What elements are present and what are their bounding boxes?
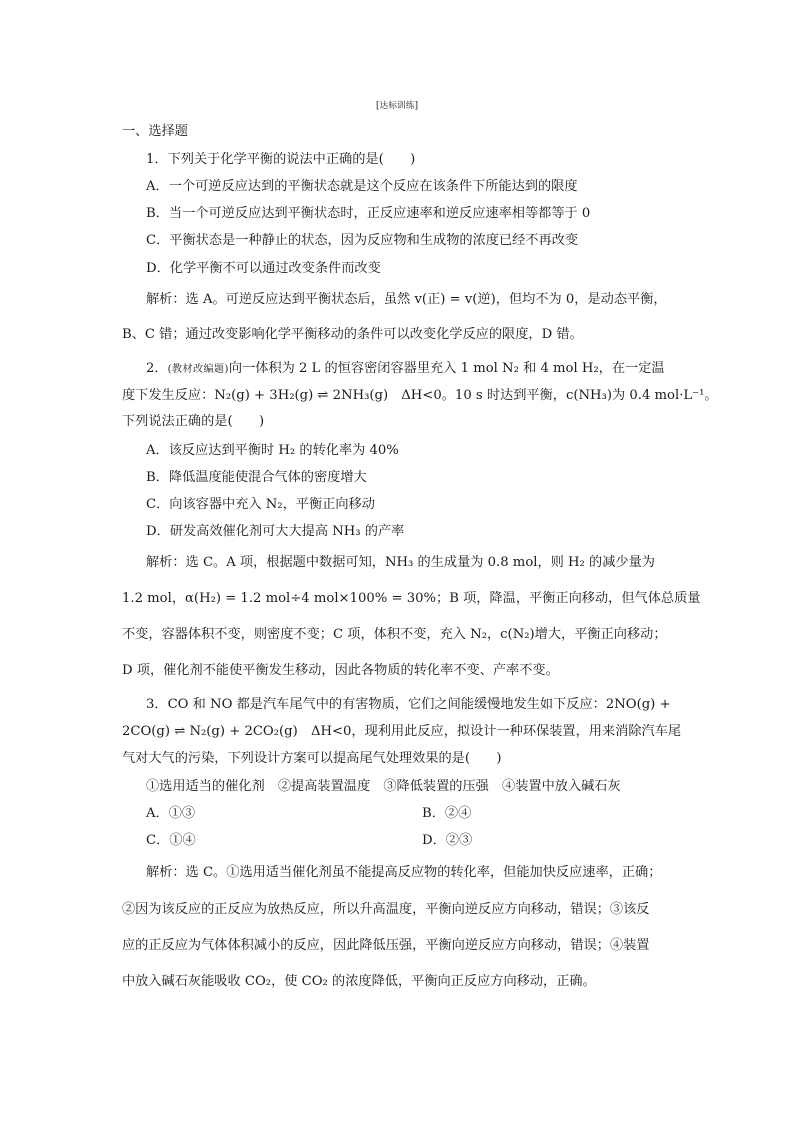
q3-explanation-line1: 解析：选 C。①选用适当催化剂虽不能提高反应物的转化率，但能加快反应速率，正确；	[146, 865, 662, 880]
q1-option-b: B．当一个可逆反应达到平衡状态时，正反应速率和逆反应速率相等都等于 0	[146, 206, 591, 221]
q1-option-a: A．一个可逆反应达到的平衡状态就是这个反应在该条件下所能达到的限度	[146, 179, 578, 194]
q3-stem-line2: 2CO(g) ⇌ N₂(g) + 2CO₂(g) ΔH<0，现利用此反应，拟设计一种环保装置，用来消除汽车尾	[122, 724, 682, 739]
q3-option-a: A．①③	[146, 806, 196, 821]
q3-choices: ①选用适当的催化剂 ②提高装置温度 ③降低装置的压强 ④装置中放入碱石灰	[146, 779, 621, 794]
q2-stem-line3: 下列说法正确的是( )	[122, 414, 265, 429]
q2-number: 2．	[146, 361, 168, 376]
q2-option-a: A．该反应达到平衡时 H₂ 的转化率为 40%	[146, 443, 399, 458]
q3-explanation-line4: 中放入碱石灰能吸收 CO₂，使 CO₂ 的浓度降低，平衡向正反应方向移动，正确。	[122, 974, 596, 989]
q1-explanation-line2: B、C 错；通过改变影响化学平衡移动的条件可以改变化学反应的限度，D 错。	[122, 327, 583, 342]
q3-stem-line1: 3．CO 和 NO 都是汽车尾气中的有害物质，它们之间能缓慢地发生如下反应：2NO(g) +	[146, 697, 671, 712]
q1-option-c: C．平衡状态是一种静止的状态，因为反应物和生成物的浓度已经不再改变	[146, 233, 579, 248]
q1-option-d: D．化学平衡不可以通过改变条件而改变	[146, 261, 381, 276]
q2-stem-line2: 度下发生反应：N₂(g) + 3H₂(g) ⇌ 2NH₃(g) ΔH<0。10 s 时达到平衡，c(NH₃)为 0.4 mol·L⁻¹。	[122, 388, 718, 403]
q2-explanation-line3: 不变，容器体积不变，则密度不变；C 项，体积不变，充入 N₂，c(N₂)增大，平衡正向移动；	[122, 627, 667, 642]
q2-option-c: C．向该容器中充入 N₂，平衡正向移动	[146, 497, 375, 512]
q1-explanation-line1: 解析：选 A。可逆反应达到平衡状态后，虽然 v(正) = v(逆)，但均不为 0，是动态平衡，	[146, 292, 667, 307]
q3-explanation-line2: ②因为该反应的正反应为放热反应，所以升高温度，平衡向逆反应方向移动，错误；③该反	[122, 902, 650, 917]
section-heading: 一、选择题	[122, 124, 188, 139]
q2-stem-line1	[146, 359, 665, 380]
q2-option-b: B．降低温度能使混合气体的密度增大	[146, 470, 367, 485]
page-title: [达标训练]	[375, 101, 419, 111]
q2-stem-text: 向一体积为 2 L 的恒容密闭容器里充入 1 mol N₂ 和 4 mol H₂，在一定温	[228, 361, 665, 376]
q3-option-c: C．①④	[146, 833, 196, 848]
q3-option-b: B．②④	[422, 806, 472, 821]
q3-option-d: D．②③	[422, 833, 473, 848]
q2-explanation-line1: 解析：选 C。A 项，根据题中数据可知，NH₃ 的生成量为 0.8 mol，则 H₂ 的减少量为	[146, 555, 655, 570]
q2-source-tag: (教材改编题)	[167, 364, 229, 375]
q3-stem-line3: 气对大气的污染，下列设计方案可以提高尾气处理效果的是( )	[122, 751, 502, 766]
q2-explanation-line2: 1.2 mol，α(H₂) = 1.2 mol÷4 mol×100% = 30%；B 项，降温，平衡正向移动，但气体总质量	[122, 591, 701, 606]
q1-stem: 1．下列关于化学平衡的说法中正确的是( )	[146, 152, 416, 167]
q2-option-d: D．研发高效催化剂可大大提高 NH₃ 的产率	[146, 524, 405, 539]
q2-explanation-line4: D 项，催化剂不能使平衡发生移动，因此各物质的转化率不变、产率不变。	[122, 663, 559, 678]
q3-explanation-line3: 应的正反应为气体体积减小的反应，因此降低压强，平衡向逆反应方向移动，错误；④装置	[122, 938, 650, 953]
